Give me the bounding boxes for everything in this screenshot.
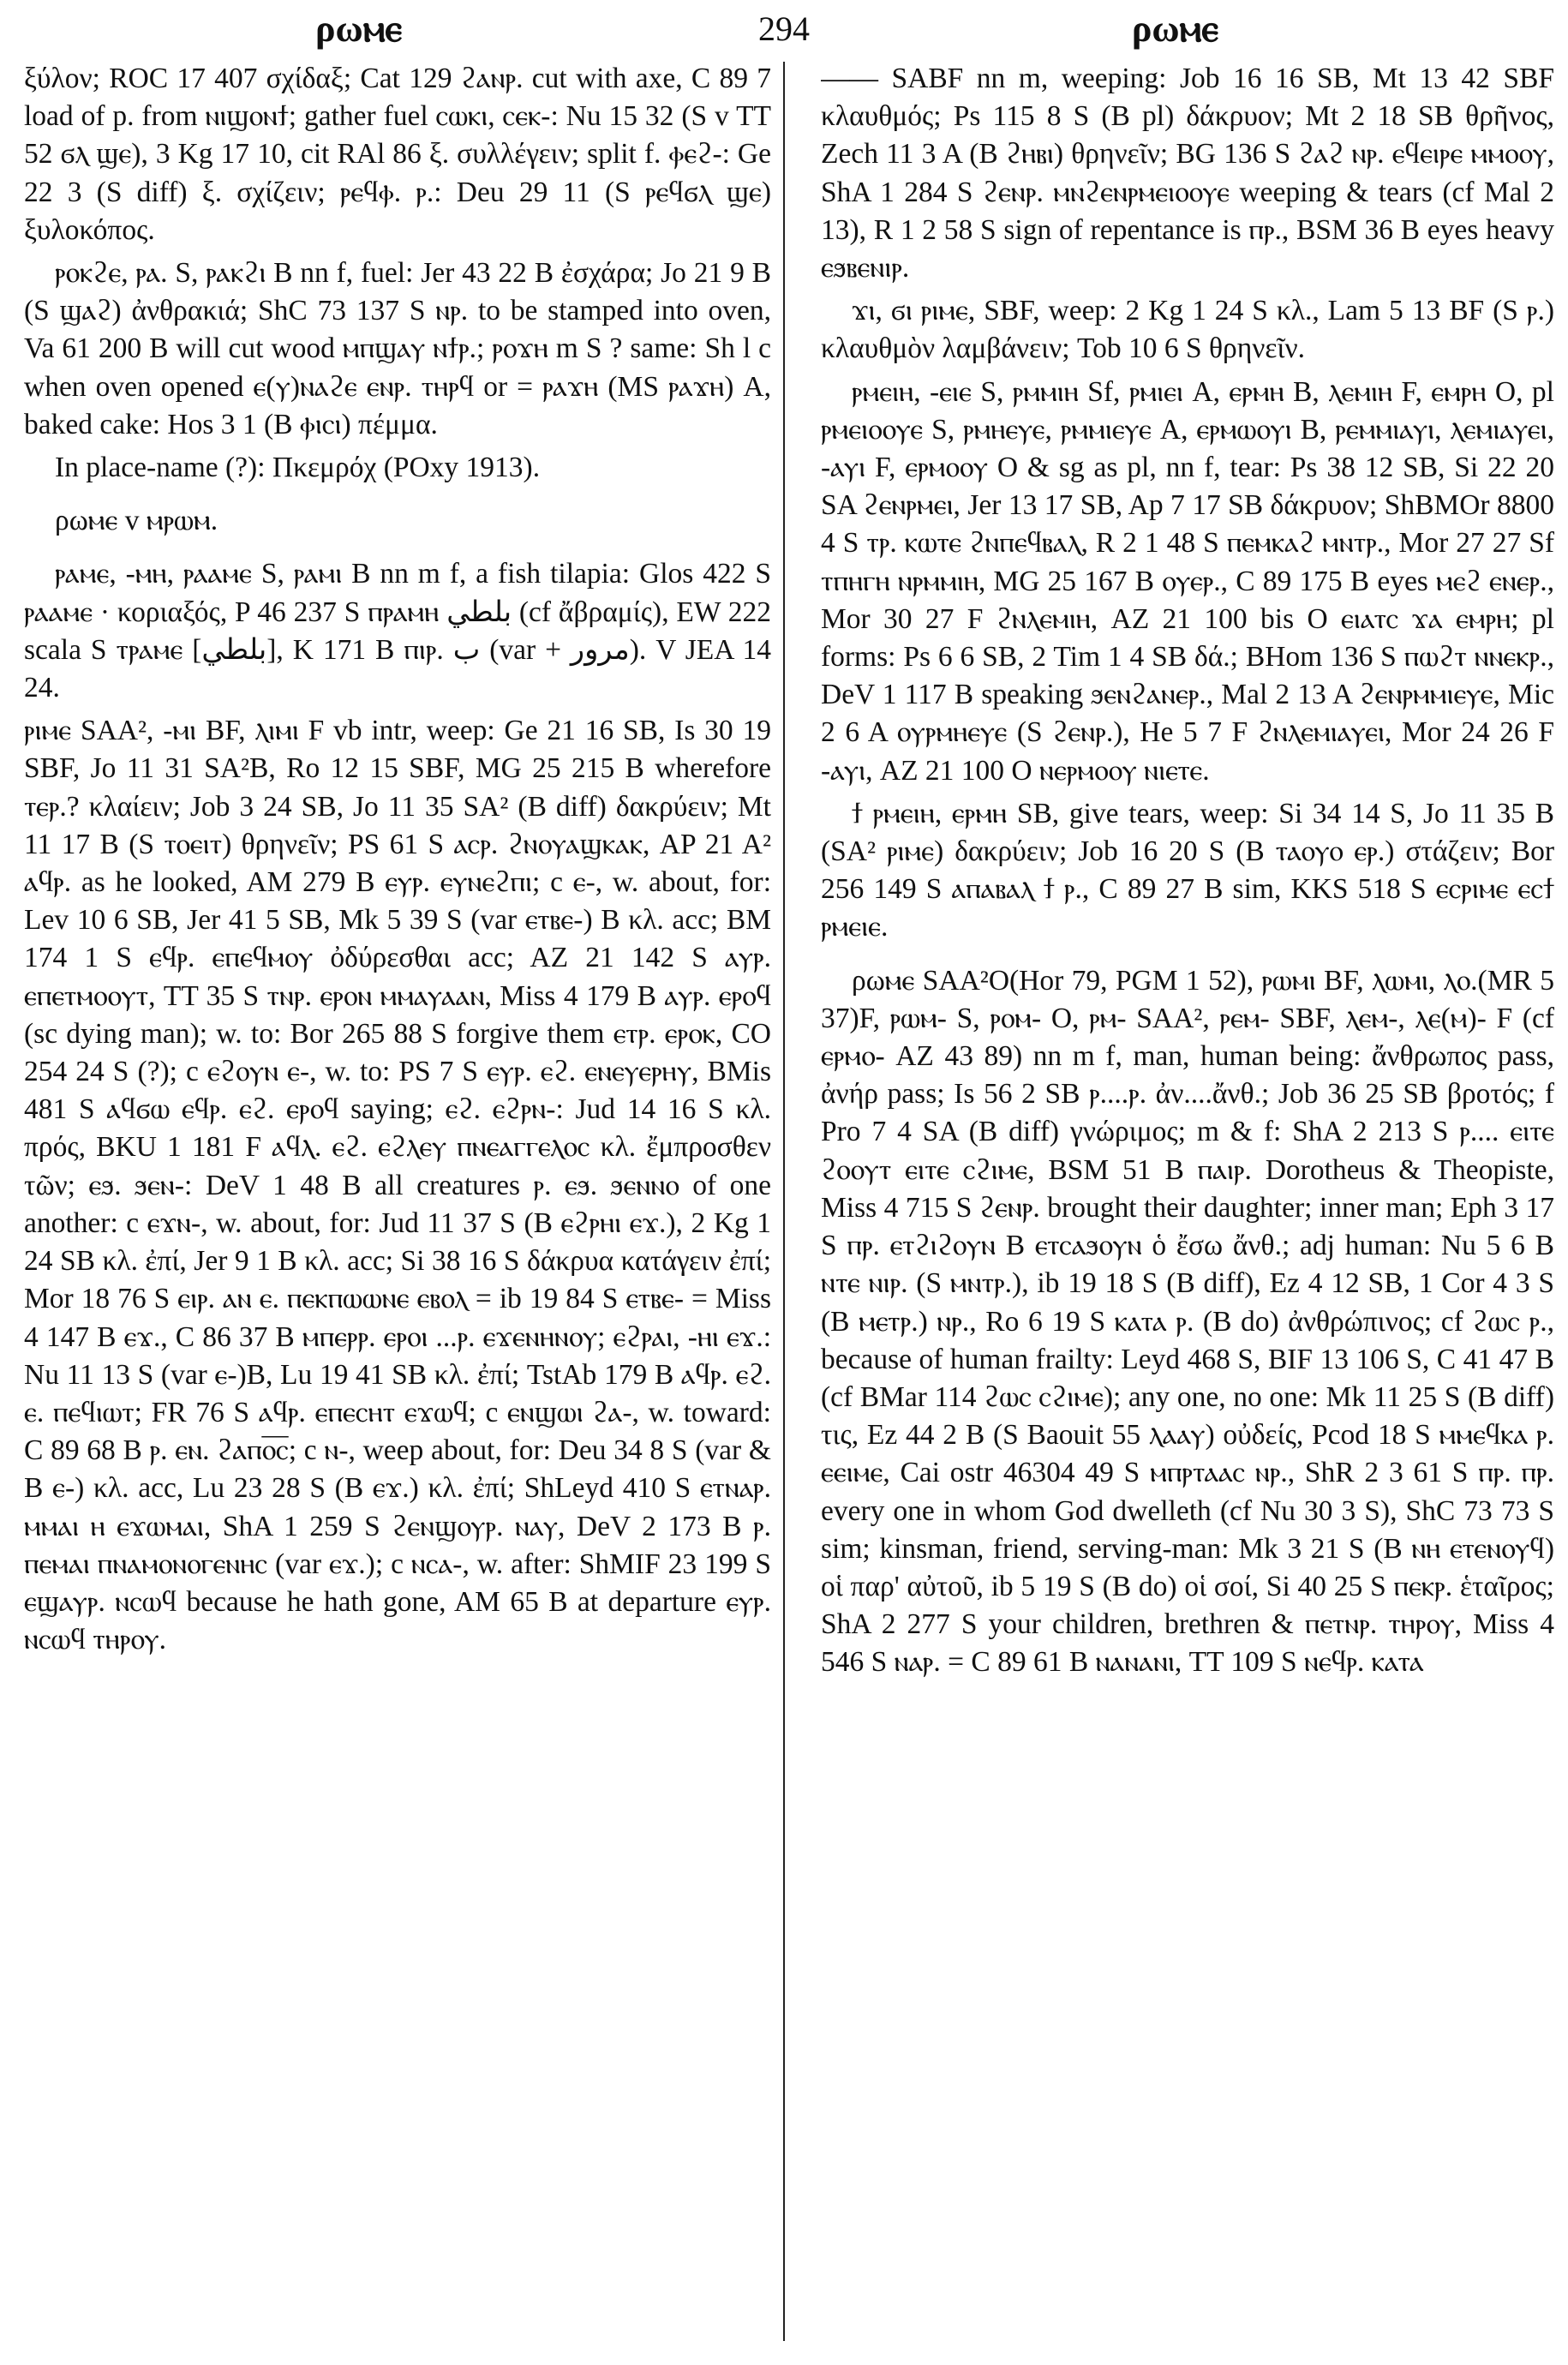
entry-gap (821, 952, 1554, 962)
right-running-headword: ρωⲙⲉ (1131, 8, 1218, 50)
entry-paragraph: ϫⲓ, ϭⲓ ⲣⲓⲙⲉ, SBF, weep: 2 Kg 1 24 S κλ., Lam 5 13 BF (S ⲣ.) κλαυθμὸν λαμβάνειν; Tob 10 6 S θρηνεῖν. (821, 295, 1554, 365)
left-running-headword: ρωⲙⲉ (315, 8, 403, 50)
entry-paragraph: —— SABF nn m, weeping: Job 16 16 SB, Mt 13 42 SBF κλαυθμός; Ps 115 8 S (B pl) δάκρυον; Mt 2 18 SB θρῆνος, Zech 11 3 A (B ϩⲏⲃⲓ) θρηνεῖν; BG 136 S ϩⲁϩ ⲛⲣ. ⲉϥⲉⲓⲣⲉ ⲙⲙⲟⲟⲩ, ShA 1 284 S ϩⲉⲛⲣ. ⲙⲛϩⲉⲛⲣⲙⲉⲓⲟⲟⲩⲉ weeping & tears (cf Mal 2 13), R 1 2 58 S sign of repentance is ⲡⲣ., BSM 36 B eyes heavy ⲉϧⲃⲉⲛⲓⲣ. (821, 63, 1554, 284)
entry-paragraph: ρωⲙⲉ SAA²O(Hor 79, PGM 1 52), ⲣⲱⲙⲓ BF, ⲗⲱⲙⲓ, ⲗⲟ.(MR 5 37)F, ⲣⲱⲙ- S, ⲣⲟⲙ- O, ⲣⲙ- SAA², ⲣⲉⲙ- SBF, ⲗⲉⲙ-, ⲗⲉ(ⲙ)- F (cf ⲉⲣⲙⲟ- AZ 43 89) nn m f, man, human being: ἄνθρωπος pass, ἀνήρ pass; Is 56 2 SB ⲣ....ⲣ. ἀν....ἄνθ.; Job 36 25 SB βροτός; f Pro 7 4 SA (B diff) γνώριμος; m & f: ShA 2 213 S ⲣ.... ⲉⲓⲧⲉ ϩⲟⲟⲩⲧ ⲉⲓⲧⲉ ⲥϩⲓⲙⲉ, BSM 51 B ⲡⲁⲓⲣ. Dorotheus & Theopiste, Miss 4 715 S ϩⲉⲛⲣ. brought their daughter; inner man; Eph 3 17 S ⲡⲣ. ⲉⲧϩⲓϩⲟⲩⲛ B ⲉⲧⲥⲁϧⲟⲩⲛ ὁ ἔσω ἄνθ.; adj human: Nu 5 6 B ⲛⲧⲉ ⲛⲓⲣ. (S ⲙⲛⲧⲣ.), ib 19 18 S (B diff), Ez 4 12 SB, 1 Cor 4 3 S (B ⲙⲉⲧⲣ.) ⲛⲣ., Ro 6 19 S ⲕⲁⲧⲁ ⲣ. (B do) ἀνθρώπινος; cf ϩⲱⲥ ⲣ., because of human frailty: Leyd 468 S, BIF 13 106 S, C 41 47 B (cf BMar 114 ϩⲱⲥ ⲥϩⲓⲙⲉ); any one, no one: Mk 11 25 S (B diff) τις, Ez 44 2 B (S Baouit 55 ⲗⲁⲁⲩ) οὐδείς, Pcod 18 S ⲙⲙⲉϥⲕⲁ ⲣ. ⲉⲉⲓⲙⲉ, Cai ostr 46304 49 S ⲙⲡⲣⲧⲁⲁⲥ ⲛⲣ., ShR 2 3 61 S ⲡⲣ. ⲡⲣ. every one in whom God dwelleth (cf Nu 30 3 S), ShC 73 73 S sim; kinsman, friend, serving-man: Mk 3 21 S (B ⲛⲏ ⲉⲧⲉⲛⲟⲩϥ) οἱ παρ' αὐτοῦ, ib 5 19 S (B do) οἱ σοί, Si 40 25 S ⲡⲉⲕⲣ. ἑταῖρος; ShA 2 277 S your children, brethren & ⲡⲉⲧⲛⲣ. ⲧⲏⲣⲟⲩ, Miss 4 546 S ⲛⲁⲣ. = C 89 61 B ⲛⲁⲛⲁⲛⲓ, TT 109 S ⲛⲉϥⲣ. ⲕⲁⲧⲁ (821, 964, 1554, 1679)
page-header (24, 7, 1544, 55)
right-column (821, 60, 1554, 2348)
entry-paragraph: ρωⲙⲉ v ⲙⲣⲱⲙ. (55, 505, 218, 537)
entry-paragraph: In place-name (?): Πκεμρόχ (POxy 1913). (55, 452, 541, 484)
entry-paragraph: ϯ ⲣⲙⲉⲓⲏ, ⲉⲣⲙⲏ SB, give tears, weep: Si 34 14 S, Jo 11 35 B (SA² ⲣⲓⲙⲉ) δακρύειν; Job 16 20 S (B ⲧⲁⲟⲩⲟ ⲉⲣ.) στάζειν; Bor 256 149 S ⲁⲡⲁⲃⲁⲗ ϯ ⲣ., C 89 27 B sim, KKS 518 S ⲉⲥⲣⲓⲙⲉ ⲉⲥϯ ⲣⲙⲉⲓⲉ. (821, 797, 1554, 943)
entry-paragraph: ⲣⲟⲕϩⲉ, ⲣⲁ. S, ⲣⲁⲕϩⲓ B nn f, fuel: Jer 43 22 B ἐσχάρα; Jo 21 9 B (S ϣⲁϩ) ἀνθρακιά; ShC 73 137 S ⲛⲣ. to be stamped into oven, Va 61 200 B will cut wood ⲙⲡϣⲁⲩ ⲛϯⲣ.; ⲣⲟϫⲏ m S ? same: Sh l c when oven opened ⲉ(ⲩ)ⲛⲁϩⲉ ⲉⲛⲣ. ⲧⲏⲣϥ or = ⲣⲁϫⲏ (MS ⲣⲁϫⲏ) A, baked cake: Hos 3 1 (B ⲫⲓⲥⲓ) πέμμα. (24, 257, 771, 440)
entry-paragraph: ⲣⲓⲙⲉ SAA², -ⲙⲓ BF, ⲗⲓⲙⲓ F vb intr, weep: Ge 21 16 SB, Is 30 19 SBF, Jo 11 31 SA²B, Ro 12 15 SBF, MG 25 215 B wherefore ⲧⲉⲣ.? κλαίειν; Job 3 24 SB, Jo 11 35 SA² (B diff) δακρύειν; Mt 11 17 B (S ⲧⲟⲉⲓⲧ) θρηνεῖν; PS 61 S ⲁⲥⲣ. ϩⲛⲟⲩⲁϣⲕⲁⲕ, AP 21 A² ⲁϥⲣ. as he looked, AM 279 B ⲉⲩⲣ. ⲉⲩⲛⲉϩⲡⲓ; c ⲉ-, w. about, for: Lev 10 6 SB, Jer 41 5 SB, Mk 5 39 S (var ⲉⲧⲃⲉ-) B κλ. acc; BM 174 1 S ⲉϥⲣ. ⲉⲡⲉϥⲙⲟⲩ ὀδύρεσθαι acc; AZ 21 142 S ⲁⲩⲣ. ⲉⲡⲉⲧⲙⲟⲟⲩⲧ, TT 35 S ⲧⲛⲣ. ⲉⲣⲟⲛ ⲙⲙⲁⲩⲁⲁⲛ, Miss 4 179 B ⲁⲩⲣ. ⲉⲣⲟϥ (sc dying man); w. to: Bor 265 88 S forgive them ⲉⲧⲣ. ⲉⲣⲟⲕ, CO 254 24 S (?); c ⲉϩⲟⲩⲛ ⲉ-, w. to: PS 7 S ⲉⲩⲣ. ⲉϩ. ⲉⲛⲉⲩⲉⲣⲏⲩ, BMis 481 S ⲁϥϭⲱ ⲉϥⲣ. ⲉϩ. ⲉⲣⲟϥ saying; ⲉϩ. ⲉϩⲣⲛ-: Jud 14 16 S κλ. πρός, BKU 1 181 F ⲁϥⲗ. ⲉϩ. ⲉϩⲗⲉⲩ ⲡⲛⲉⲁⲅⲅⲉⲗⲟⲥ κλ. ἔμπροσθεν τῶν; ⲉϧ. ϧⲉⲛ-: DeV 1 48 B all creatures ⲣ. ⲉϧ. ϧⲉⲛⲛⲟ of one another: c ⲉϫⲛ-, w. about, for: Jud 11 37 S (B ⲉϩⲣⲏⲓ ⲉϫ.), 2 Kg 1 24 SB κλ. ἐπί, Jer 9 1 B κλ. acc; Si 38 16 S δάκρυα κατάγειν ἐπί; Mor 18 76 S ⲉⲓⲣ. ⲁⲛ ⲉ. ⲡⲉⲕⲡⲱⲱⲛⲉ ⲉⲃⲟⲗ = ib 19 84 S ⲉⲧⲃⲉ- = Miss 4 147 B ⲉϫ., C 86 37 B ⲙⲡⲉⲣⲣ. ⲉⲣⲟⲓ ...ⲣ. ⲉϫⲉⲛⲏⲛⲟⲩ; ⲉϩⲣⲁⲓ, -ⲏⲓ ⲉϫ.: Nu 11 13 S (var ⲉ-)B, Lu 19 41 SB κλ. ἐπί; TstAb 179 B ⲁϥⲣ. ⲉϩ. ⲉ. ⲡⲉϥⲓⲱⲧ; FR 76 S ⲁϥⲣ. ⲉⲡⲉⲥⲏⲧ ⲉϫⲱϥ; c ⲉⲛϣⲱⲓ ϩⲁ-, w. toward: C 89 68 B ⲣ. ⲉⲛ. ϩⲁⲡⲟ̅ⲥ̅; c ⲛ-, weep about, for: Deu 34 8 S (var & B ⲉ-) κλ. acc, Lu 23 28 S (B ⲉϫ.) κλ. ἐπί; ShLeyd 410 S ⲉⲧⲛⲁⲣ. ⲙⲙⲁⲓ ⲏ ⲉϫⲱⲙⲁⲓ, ShA 1 259 S ϩⲉⲛϣⲟⲩⲣ. ⲛⲁⲩ, DeV 2 173 B ⲣ. ⲡⲉⲙⲁⲓ ⲡⲛⲁⲙⲟⲛⲟⲅⲉⲛⲏⲥ (var ⲉϫ.); c ⲛⲥⲁ-, w. after: ShMIF 23 199 S ⲉϣⲁⲩⲣ. ⲛⲥⲱϥ because he hath gone, AM 65 B at departure ⲉⲩⲣ. ⲛⲥⲱϥ ⲧⲏⲣⲟⲩ. (24, 715, 771, 1656)
page-number: 294 (758, 9, 810, 48)
entry-paragraph: ⲣⲁⲙⲉ, -ⲙⲏ, ⲣⲁⲁⲙⲉ S, ⲣⲁⲙⲓ B nn m f, a fish tilapia: Glos 422 S ⲣⲁⲁⲙⲉ · κοριαξός, P 46 237 S ⲡⲣⲁⲙⲏ بلطي (cf ἄβραμίς), EW 222 scala S ⲧⲣⲁⲙⲉ [بلطي], K 171 B ⲡⲓⲣ. ﺏ (var + ﻣﺮﻭﺭ). V JEA 14 24. (24, 558, 771, 704)
entry-gap (24, 492, 771, 502)
entry-paragraph: ⲣⲙⲉⲓⲏ, -ⲉⲓⲉ S, ⲣⲙⲙⲓⲏ Sf, ⲣⲙⲓⲉⲓ A, ⲉⲣⲙⲏ B, ⲗⲉⲙⲓⲏ F, ⲉⲙⲣⲏ O, pl ⲣⲙⲉⲓⲟⲟⲩⲉ S, ⲣⲙⲏⲉⲩⲉ, ⲣⲙⲙⲓⲉⲩⲉ A, ⲉⲣⲙⲱⲟⲩⲓ B, ⲣⲉⲙⲙⲓⲁⲩⲓ, ⲗⲉⲙⲓⲁⲩⲉⲓ, -ⲁⲩⲓ F, ⲉⲣⲙⲟⲟⲩ O & sg as pl, nn f, tear: Ps 38 12 SB, Si 22 20 SA ϩⲉⲛⲣⲙⲉⲓ, Jer 13 17 SB, Ap 7 17 SB δάκρυον; ShBMOr 8800 4 S ⲧⲣ. ⲕⲱⲧⲉ ϩⲛⲡⲉϥⲃⲁⲗ, R 2 1 48 S ⲡⲉⲙⲕⲁϩ ⲙⲛⲧⲣ., Mor 27 27 Sf ⲧⲡⲏⲅⲏ ⲛⲣⲙⲙⲓⲏ, MG 25 167 B ⲟⲩⲉⲣ., C 89 175 B eyes ⲙⲉϩ ⲉⲛⲉⲣ., Mor 30 27 F ϩⲛⲗⲉⲙⲓⲏ, AZ 21 100 bis O ⲉⲓⲁⲧⲥ ϫⲁ ⲉⲙⲣⲏ; pl forms: Ps 6 6 SB, 2 Tim 1 4 SB δά.; BHom 136 S ⲡⲱϩⲧ ⲛⲛⲉⲕⲣ., DeV 1 117 B speaking ϧⲉⲛϩⲁⲛⲉⲣ., Mal 2 13 A ϩⲉⲛⲣⲙⲙⲓⲉⲩⲉ, Mic 2 6 A ⲟⲩⲣⲙⲏⲉⲩⲉ (S ϩⲉⲛⲣ.), He 5 7 F ϩⲛⲗⲉⲙⲓⲁⲩⲉⲓ, Mor 24 26 F -ⲁⲩⲓ, AZ 21 100 O ⲛⲉⲣⲙⲟⲟⲩ ⲛⲓⲉⲧⲉ. (821, 375, 1554, 787)
entry-gap (24, 545, 771, 555)
left-column (24, 60, 771, 2348)
entry-paragraph: ξύλον; ROC 17 407 σχίδαξ; Cat 129 ϩⲁⲛⲣ. cut with axe, C 89 7 load of p. from ⲛⲓϣⲟⲛϯ; gather fuel ⲥⲱⲕⲓ, ⲥⲉⲕ-: Nu 15 32 (S v TT 52 ϭⲗ ϣⲉ), 3 Kg 17 10, cit RAl 86 ξ. συλλέγειν; split f. ⲫⲉϩ-: Ge 22 3 (S diff) ξ. σχίζειν; ⲣⲉϥⲫ. ⲣ.: Deu 29 11 (S ⲣⲉϥϭⲗ ϣⲉ) ξυλοκόπος. (24, 63, 771, 246)
column-divider (783, 62, 785, 2341)
